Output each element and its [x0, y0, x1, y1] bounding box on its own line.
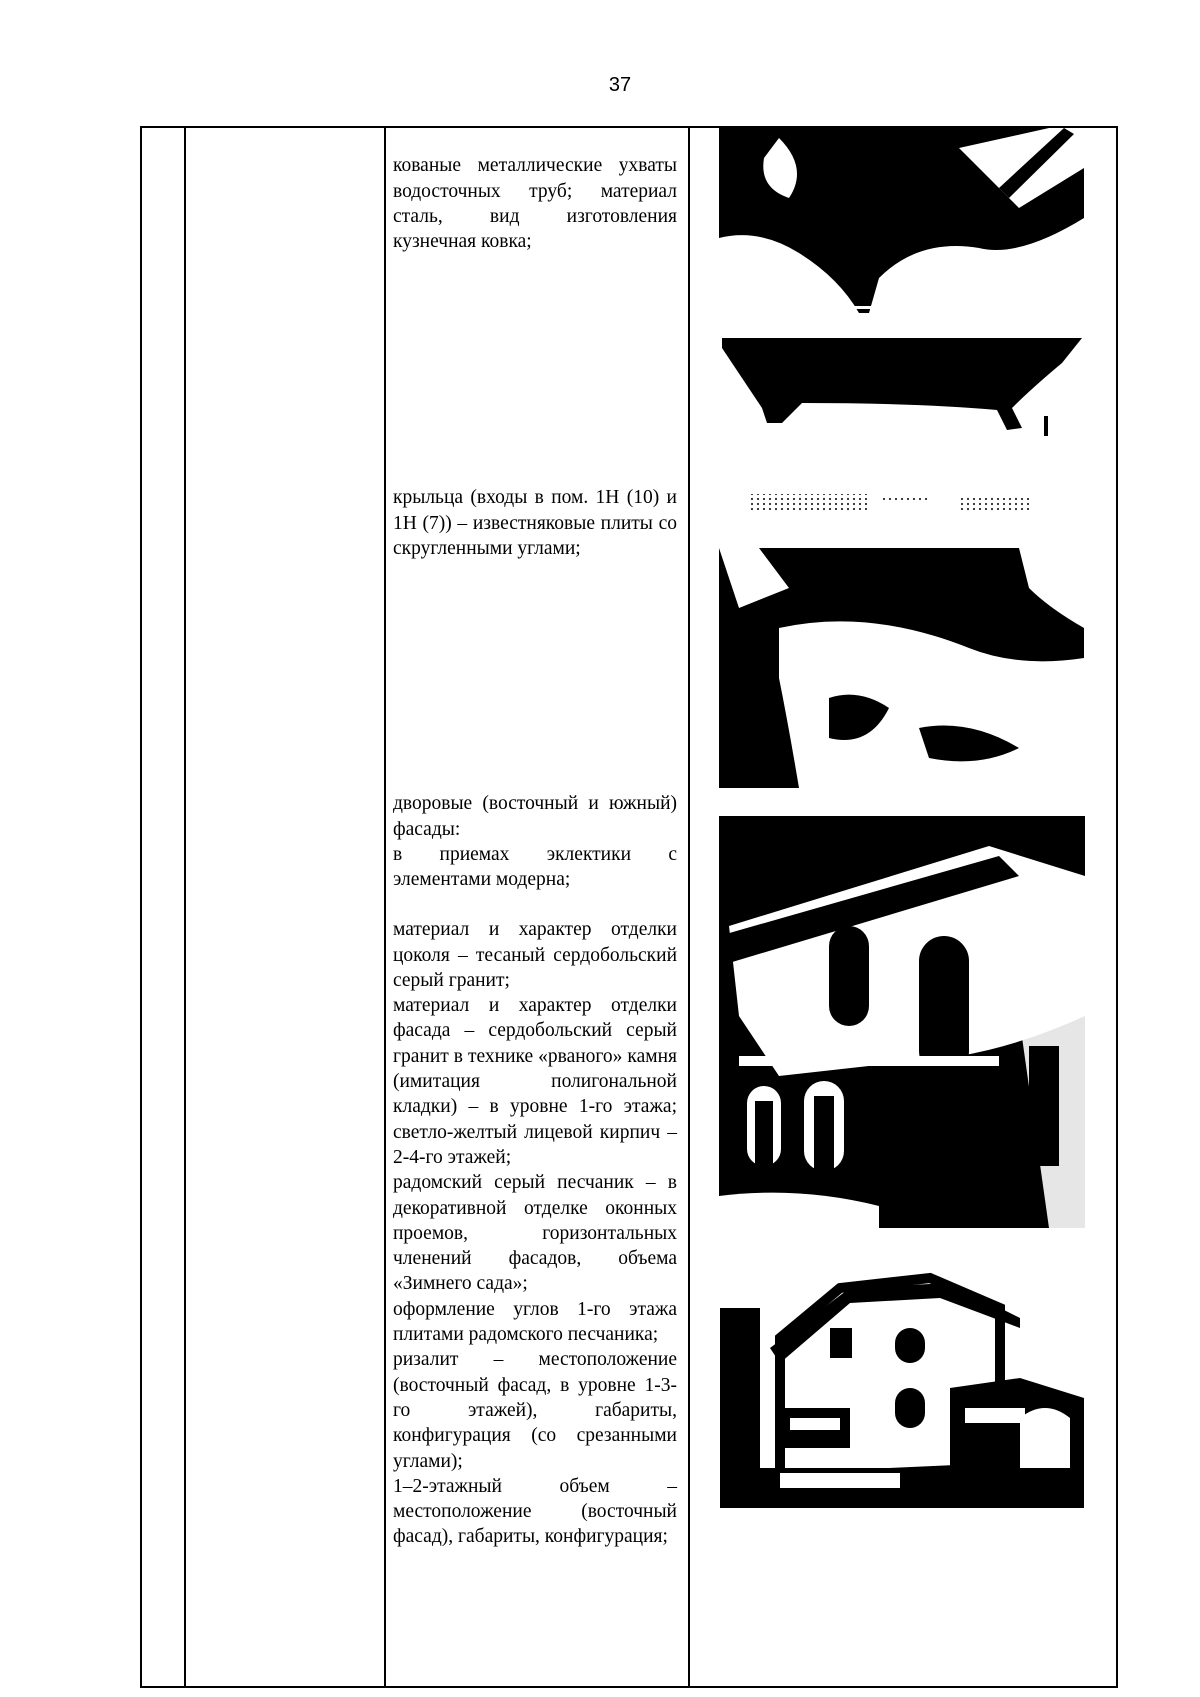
column-divider-3 [688, 128, 690, 1686]
photo-yard-facade-closeup [719, 816, 1085, 1228]
description-materials [393, 892, 677, 1575]
photo-porch-steps [719, 548, 1084, 788]
text-yard-facades: дворовые (восточный и южный) фасады: в приемах эклектики с элементами модерна; [393, 793, 677, 891]
column-divider-1 [184, 128, 186, 1686]
text-gutters: кованые металлические ухваты водосточных труб; материал сталь, вид изготовления кузнечная ковка; [393, 155, 677, 253]
photo-building-overview [720, 1268, 1084, 1508]
photo-gutter-bracket [719, 128, 1084, 313]
text-porches: крыльца (входы в пом. 1Н (10) и 1Н (7)) – известняковые плиты со скругленными углами; [393, 487, 677, 559]
description-porches [393, 460, 677, 586]
photo-porch-slab [722, 338, 1082, 438]
text-materials: материал и характер отделки цоколя – тесаный сердобольский серый гранит; материал и характер отделки фасада – сердобольский серый гранит в технике «рваного» камня (имитация полигональной кладки) – в уровне 1-го этажа; светло-желтый лицевой кирпич – 2-4-го этажей; радомский серый песчаник – в декоративной отделке оконных проемов, горизонтальных членений фасадов, объема «Зимнего сада»; оформление углов 1-го этажа плитами радомского песчаника; ризалит – местоположение (восточный фасад, в уровне 1-3-го этажей), габариты, конфигурация (со срезанными углами); 1–2-этажный объем – местоположение (восточный фасад), габариты, конфигурация; [393, 919, 677, 1548]
page-number: 37 [608, 74, 632, 96]
description-gutters [393, 128, 677, 280]
column-divider-2 [384, 128, 386, 1686]
scan-artifact-dots [750, 492, 1040, 514]
